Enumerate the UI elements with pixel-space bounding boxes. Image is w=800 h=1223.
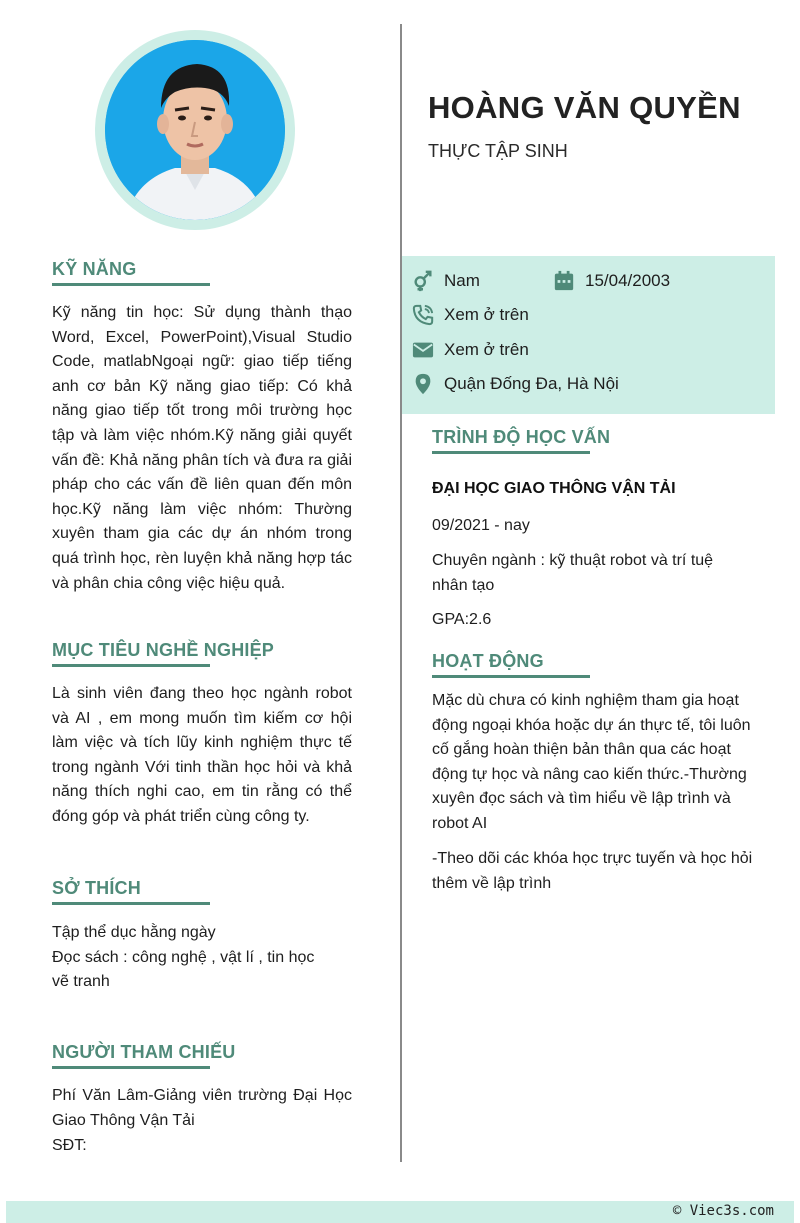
objective-title: MỤC TIÊU NGHỀ NGHIỆP	[52, 640, 275, 660]
hobbies-list	[52, 921, 352, 995]
reference-text: Phí Văn Lâm-Giảng viên trường Đại Học Giao Thông Vận Tải	[52, 1087, 352, 1129]
address-row	[412, 373, 619, 395]
education-major: Chuyên ngành : kỹ thuật robot và trí tuệ nhân tạo	[432, 552, 714, 594]
column-divider	[400, 24, 402, 1162]
candidate-role: THỰC TẬP SINH	[428, 141, 568, 161]
footer-copyright: © Viec3s.com	[672, 1203, 774, 1219]
candidate-name: HOÀNG VĂN QUYỀN	[428, 90, 741, 125]
objective-underline	[52, 664, 210, 667]
education-title: TRÌNH ĐỘ HỌC VẤN	[432, 427, 611, 447]
hobby-item: vẽ tranh	[52, 973, 110, 991]
email-row	[412, 339, 529, 361]
activities-title: HOẠT ĐỘNG	[432, 651, 544, 671]
hobby-item: Đọc sách : công nghệ , vật lí , tin học	[52, 948, 315, 966]
hobby-item: Tập thể dục hằng ngày	[52, 924, 216, 941]
birthday-value: 15/04/2003	[585, 271, 671, 290]
school-name: ĐẠI HỌC GIAO THÔNG VẬN TẢI	[432, 480, 676, 497]
reference-underline	[52, 1066, 210, 1069]
address-value: Quận Đống Đa, Hà Nội	[444, 374, 619, 393]
phone-value: Xem ở trên	[444, 305, 529, 324]
gender-row	[412, 270, 480, 292]
phone-row	[412, 304, 529, 326]
footer-bar	[6, 1201, 794, 1223]
hobbies-title: SỞ THÍCH	[52, 878, 141, 898]
education-gpa: GPA:2.6	[432, 611, 492, 628]
envelope-icon	[412, 339, 434, 361]
education-underline	[432, 451, 590, 454]
education-period: 09/2021 - nay	[432, 517, 530, 534]
phone-icon	[412, 304, 434, 326]
email-value: Xem ở trên	[444, 340, 529, 359]
reference-title: NGƯỜI THAM CHIẾU	[52, 1042, 236, 1062]
avatar-frame	[95, 30, 295, 230]
objective-text: Là sinh viên đang theo học ngành robot và AI , em mong muốn tìm kiếm cơ hội làm việc và tích lũy kinh nghiệm thực tế trong ngành Với tinh thần học hỏi và khả năng thích nghi cao, em tin rằng có thể đóng góp và phát triển cùng công ty.	[52, 685, 352, 825]
reference-phone-label: SĐT:	[52, 1137, 87, 1154]
contact-panel	[402, 256, 775, 414]
gender-icon	[412, 270, 434, 292]
gender-value: Nam	[444, 271, 480, 290]
skills-title: KỸ NĂNG	[52, 259, 137, 279]
location-pin-icon	[412, 373, 434, 395]
skills-underline	[52, 283, 210, 286]
activities-underline	[432, 675, 590, 678]
skills-text: Kỹ năng tin học: Sử dụng thành thạo Word, Excel, PowerPoint),Visual Studio Code, matlabNgoại ngữ: giao tiếp tiếng anh cơ bản Kỹ năng giao tiếp: Có khả năng giao tiếp tốt trong môi trường học tập và làm việc nhóm.Kỹ năng giải quyết vấn đề: Khả năng phân tích và đưa ra giải pháp cho các vấn đề liên quan đến môn học.Kỹ năng làm việc nhóm: Thường xuyên tham gia các dự án nhóm trong quá trình học, rèn luyện khả năng hợp tác và phân chia công việc hiệu quả.	[52, 304, 352, 592]
activities-text-1: Mặc dù chưa có kinh nghiệm tham gia hoạt động ngoại khóa hoặc dự án thực tế, tôi luôn cố gắng hoàn thiện bản thân qua các hoạt động tự học và nâng cao kiến thức.-Thường xuyên đọc sách và tìm hiểu về lập trình và robot AI	[432, 692, 751, 832]
avatar	[105, 40, 285, 220]
calendar-icon	[553, 270, 575, 292]
activities-text-2: -Theo dõi các khóa học trực tuyến và học hỏi thêm về lập trình	[432, 850, 753, 892]
birthday-row	[553, 270, 670, 292]
portrait-image	[105, 40, 285, 220]
hobbies-underline	[52, 902, 210, 905]
